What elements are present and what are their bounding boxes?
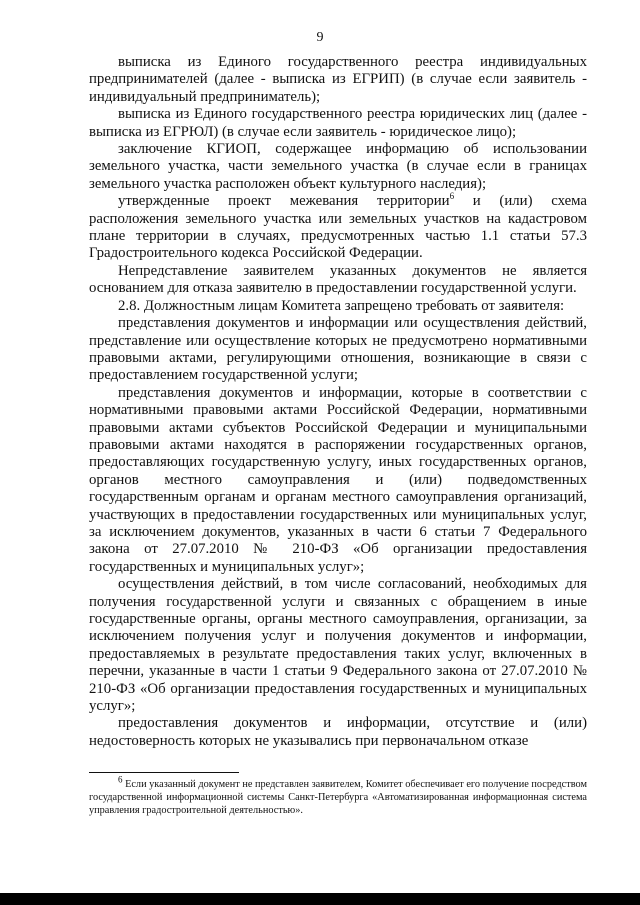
scan-edge-bar <box>0 893 640 905</box>
footnote-reference: 6 <box>449 191 455 202</box>
paragraph-survey-project <box>89 193 587 263</box>
paragraph-prohibition-4: предоставления документов и информации, отсутствие и (или) недостоверность которых не указывались при первоначальном отказе <box>89 715 587 749</box>
paragraph-non-submission: Непредставление заявителем указанных документов не является основанием для отказа заявителю в предоставлении государственной услуги. <box>89 262 587 297</box>
paragraph-section-2-8: 2.8. Должностным лицам Комитета запрещено требовать от заявителя: <box>118 297 565 314</box>
footnote-mark: 6 <box>118 774 123 785</box>
page-number: 9 <box>316 30 324 45</box>
paragraph-prohibition-3: осуществления действий, в том числе согласований, необходимых для получения государственной услуги и связанных с обращением в иные государственные органы, органы местного самоуправления, организации, за исключением получения услуг и получения документов и информации, предоставляемых в результате предоставления таких услуг, включенных в перечни, указанные в части 1 статьи 9 Федерального закона от 27.07.2010 № 210-ФЗ «Об организации предоставления государственных и муниципальных услуг»; <box>89 576 587 715</box>
footnote <box>89 774 587 817</box>
paragraph-kgiop-conclusion: заключение КГИОП, содержащее информацию об использовании земельного участка, части земельного участка (в случае если в границах земельного участка расположен объект культурного наследия); <box>89 141 587 192</box>
footnote-divider <box>89 772 239 773</box>
survey-text-after: и (или) схема расположения земельного участка или земельных участков на кадастровом плане территории в случаях, предусмотренных частью 1.1 статьи 57.3 Градостроительного кодекса Российской Федерации. <box>89 193 587 262</box>
body-text <box>89 54 587 750</box>
survey-text-before: утвержденные проект межевания территории <box>118 193 450 210</box>
paragraph-prohibition-1: представления документов и информации или осуществления действий, представление или осуществление которых не предусмотрено нормативными правовыми актами, регулирующими отношения, возникающие в связи с предоставлением государственной услуги; <box>89 315 587 384</box>
paragraph-egrip-extract: выписка из Единого государственного реестра индивидуальных предпринимателей (далее - выписка из ЕГРИП) (в случае если заявитель - индивидуальный предприниматель); <box>89 54 587 105</box>
paragraph-egrul-extract: выписка из Единого государственного реестра юридических лиц (далее - выписка из ЕГРЮЛ) (в случае если заявитель - юридическое лицо); <box>89 106 587 140</box>
paragraph-prohibition-2: представления документов и информации, которые в соответствии с нормативными правовыми актами Российской Федерации, нормативными правовыми актами субъектов Российской Федерации и муниципальными правовыми актами находятся в распоряжении государственных органов, предоставляющих государственную услугу, иных государственных органов, органов местного самоуправления и (или) подведомственных государственным органам и органам местного самоуправления организаций, участвующих в предоставлении государственных или муниципальных услуг, за исключением документов, указанных в части 6 статьи 7 Федерального закона от 27.07.2010 № 210-ФЗ «Об организации предоставления государственных и муниципальных услуг»; <box>89 384 587 575</box>
footnote-text: Если указанный документ не представлен заявителем, Комитет обеспечивает его получение посредством государственной информационной системы Санкт-Петербурга «Автоматизированная информационная система управления градостроительной деятельностью». <box>89 779 587 816</box>
